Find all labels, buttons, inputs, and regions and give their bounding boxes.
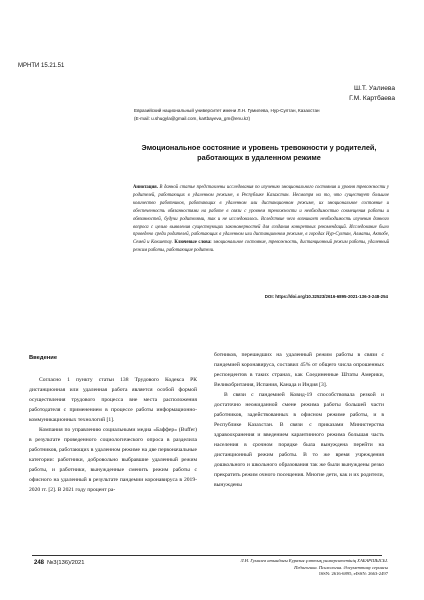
journal-info [241, 558, 389, 578]
page-number: 248 [34, 560, 45, 566]
doi-link[interactable]: DOI: https://doi.org/10.32523/2616-6895-2021-136-3-248-254 [264, 294, 388, 299]
author-name: Ш.Т. Уалиева [354, 85, 395, 92]
footer-divider [32, 555, 382, 556]
article-title: Эмоциональное состояние и уровень тревожности у родителей, работающих в удаленном режиме [141, 143, 377, 162]
journal-series: Педагогика. Психология. Әлеуметтану сериясы [294, 564, 388, 570]
paragraph: ботников, перешедших на удаленный режим работы в связи с пандемией коронавируса, составил 45% от общего числа опрошенных респондентов в таких странах, как Соединенные Штаты Америки, Великобритания, Испания, Канада и Индия [3]. [214, 352, 384, 388]
journal-title: Л.Н. Гумилев атындағы Еуразия ұлттық университетінің ХАБАРШЫСЫ. [240, 558, 388, 563]
paragraph: Согласно 1 пункту статьи 138 Трудового Кодекса РК дистанционная или удаленная работа является особой формой осуществления трудового процесса вне места расположения работодателя с применением в процессе работы информационно-коммуникационных технологий [1]. [29, 377, 197, 423]
abstract-text: В данной статье представлены исследования по изучению эмоционального состояния и уровня тревожности у родителей, работающих в удаленном режиме, в Республике Казахстан. Несмотря на то, что существует большое количество работников, работающих в удаленном или дистанционном режиме, их эмоциональное состояние и обеспеченность обязанностями на работе в связи с уровнем тревожности и необходимостью совмещения работы и обязанностей, будучи родителями, так и не исследовалось. Вследствие чего возникает необходимость изучения данного вопроса с целью выявления существующих закономерностей для создания конкретных рекомендаций. Исследование было проведено среди родителей, работающих в удаленном или дистанционном режиме, в городах Нур-Султан, Алматы, Актобе, Семей и Кокшетау. [133, 185, 389, 246]
body-column-right [214, 350, 384, 490]
section-heading: Введение [29, 355, 58, 361]
abstract [133, 184, 389, 255]
author-email: (E-mail: u.shugyla@gmail.com, kartbayeva_gm@enu.kz) [134, 116, 251, 121]
paragraph: Компания по управлению социальными медиа «Баффер» (Buffer) в результате проведенного социологического опроса в разделила работников, работающих в удаленном режиме на две первоначальные категории: работники, добровольно выбравшие удаленный режим работы, и работники, вынужденные сменить режим работы с офисного на удаленный в результате пандемии коронавируса в 2019-2020 гг. [2]. В 2021 году процент ра- [29, 427, 197, 493]
keywords-text: эмоциональное состояние, тревожность, дистанционный режим работы, удаленный режим работы, работающие родители. [133, 240, 390, 254]
paragraph: В связи с пандемией Ковид-19 способствовала резкой и достаточно неожиданной смене режима работы большей части работников, задействованных в офисном режиме работы, и в Республике Казахстан. В связи с приказами Министерства здравоохранения и введением карантинного режима большая часть населения в срочном порядке была вынуждена перейти на дистанционный режим работы. В то же время учреждения дошкольного и школьного образования так же были вынуждены резко прекратить режим очного посещения. Многие дети, как и их родители, вынуждены [214, 392, 384, 488]
udc-code: МРНТИ 15.21.51 [18, 63, 65, 69]
journal-issn: ISSN: 2616-6895, eISSN: 2663-2497 [319, 571, 388, 576]
affiliation: Евразийский национальный университет имени Л.Н. Гумилева, Нур-Султан, Казахстан [134, 108, 320, 113]
keywords-label: Ключевые слова: [174, 240, 212, 246]
body-column-left [29, 353, 197, 495]
author-name: Г.М. Картбаева [349, 95, 395, 102]
issue-number: №3(136)/2021 [47, 560, 85, 566]
abstract-label: Аннотация. [133, 185, 158, 190]
